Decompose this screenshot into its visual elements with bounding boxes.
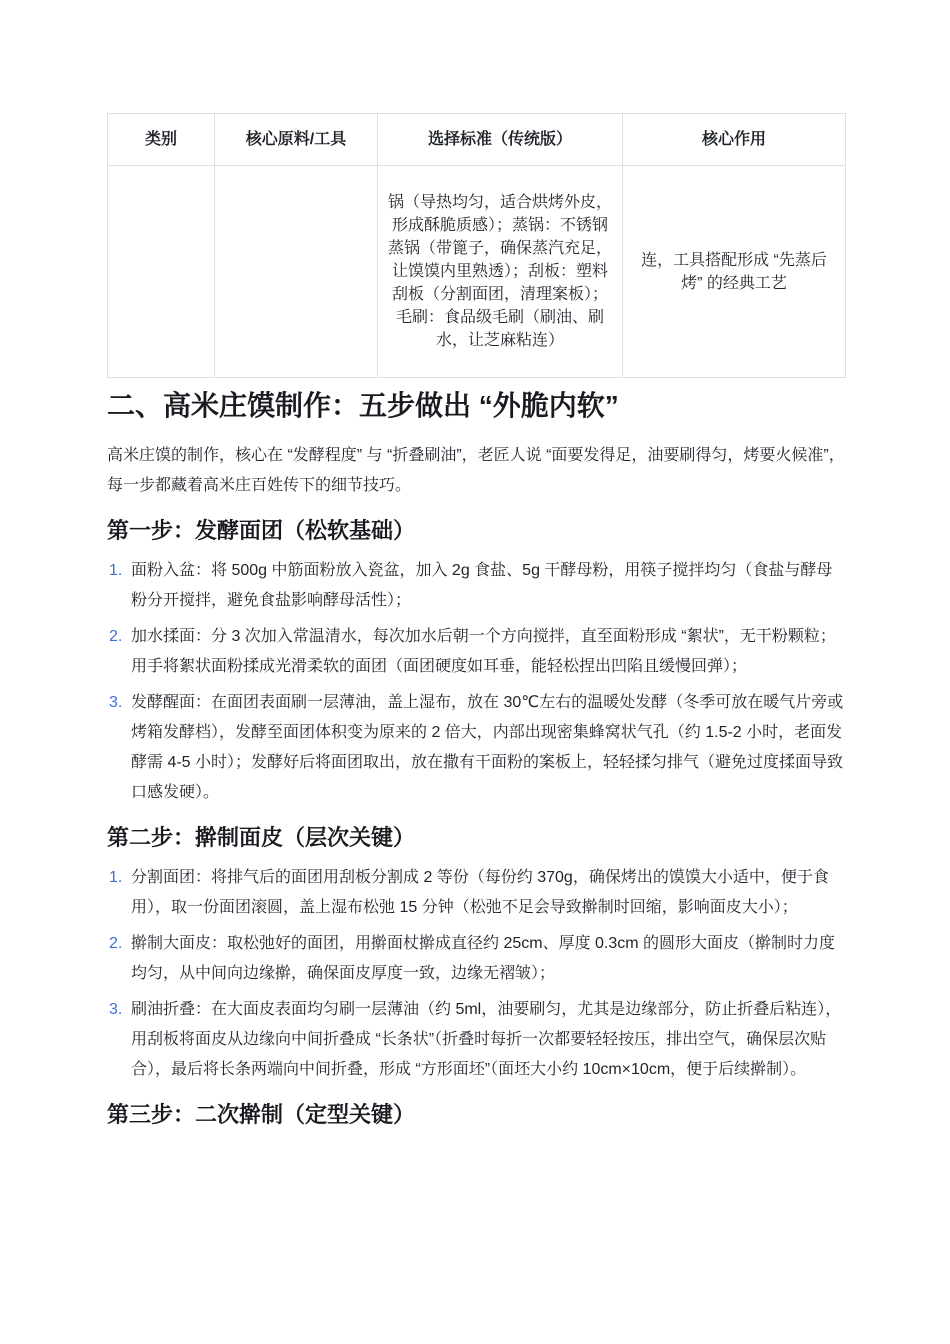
list-item-number: 1. — [109, 562, 123, 579]
table-cell-category — [108, 166, 215, 378]
step1-list — [107, 556, 845, 808]
list-item-number: 3. — [109, 694, 123, 711]
list-item-number: 3. — [109, 1001, 123, 1018]
table-header-role: 核心作用 — [623, 114, 846, 166]
list-item-text: 刷油折叠：在大面皮表面均匀刷一层薄油（约 5ml，油要刷匀，尤其是边缘部分，防止折叠后粘连），用刮板将面皮从边缘向中间折叠成 “长条状”（折叠时每折一次都要轻轻按压，排出空气，确保层次贴合），最后将长条两端向中间折叠，形成 “方形面坯”（面坯大小约 10cm×10cm，便于后续擀制）。 — [131, 1001, 842, 1078]
intro-paragraph: 高米庄馍的制作，核心在 “发酵程度” 与 “折叠刷油”，老匠人说 “面要发得足，油要刷得匀，烤要火候准”，每一步都藏着高米庄百姓传下的细节技巧。 — [107, 447, 845, 494]
list-item-number: 2. — [109, 935, 123, 952]
table-header-category: 类别 — [108, 114, 215, 166]
tools-table — [107, 113, 846, 378]
table-row — [108, 166, 846, 378]
list-item-number: 1. — [109, 869, 123, 886]
table-header-criteria: 选择标准（传统版） — [378, 114, 623, 166]
list-item-text: 发酵醒面：在面团表面刷一层薄油，盖上湿布，放在 30℃左右的温暖处发酵（冬季可放在暖气片旁或烤箱发酵档），发酵至面团体积变为原来的 2 倍大，内部出现密集蜂窝状气孔（约 1.5-2 小时，老面发酵需 4-5 小时）；发酵好后将面团取出，放在撒有干面粉的案板上，轻轻揉匀排气（避免过度揉面导致口感发硬）。 — [131, 694, 844, 801]
list-item-text: 面粉入盆：将 500g 中筋面粉放入瓷盆，加入 2g 食盐、5g 干酵母粉，用筷子搅拌均匀（食盐与酵母粉分开搅拌，避免食盐影响酵母活性）； — [131, 562, 833, 609]
table-cell-criteria: 锅（导热均匀，适合烘烤外皮，形成酥脆质感）；蒸锅：不锈钢蒸锅（带篦子，确保蒸汽充足，让馍馍内里熟透）；刮板：塑料刮板（分割面团，清理案板）；毛刷：食品级毛刷（刷油、刷水，让芝麻粘连） — [378, 166, 623, 378]
list-item-text: 分割面团：将排气后的面团用刮板分割成 2 等份（每份约 370g，确保烤出的馍馍大小适中，便于食用），取一份面团滚圆，盖上湿布松弛 15 分钟（松弛不足会导致擀制时回缩，影响面皮大小）； — [131, 869, 829, 916]
step3-heading: 第三步：二次擀制（定型关键） — [107, 1102, 416, 1127]
table-header-material-tool: 核心原料/工具 — [215, 114, 378, 166]
step1-heading: 第一步：发酵面团（松软基础） — [107, 518, 416, 543]
list-item-number: 2. — [109, 628, 123, 645]
list-item — [107, 929, 845, 989]
list-item — [107, 863, 845, 923]
list-item — [107, 688, 845, 808]
section-heading: 二、高米庄馍制作：五步做出 “外脆内软” — [107, 390, 619, 421]
table-header-row — [108, 114, 846, 166]
table-cell-material-tool — [215, 166, 378, 378]
list-item — [107, 995, 845, 1085]
list-item — [107, 622, 845, 682]
list-item-text: 加水揉面：分 3 次加入常温清水，每次加水后朝一个方向搅拌，直至面粉形成 “絮状”，无干粉颗粒；用手将絮状面粉揉成光滑柔软的面团（面团硬度如耳垂，能轻松捏出凹陷且缓慢回弹）； — [131, 628, 836, 675]
list-item-text: 擀制大面皮：取松弛好的面团，用擀面杖擀成直径约 25cm、厚度 0.3cm 的圆形大面皮（擀制时力度均匀，从中间向边缘擀，确保面皮厚度一致，边缘无褶皱）； — [131, 935, 836, 982]
step2-heading: 第二步：擀制面皮（层次关键） — [107, 825, 416, 850]
table-cell-role: 连，工具搭配形成 “先蒸后烤” 的经典工艺 — [623, 166, 846, 378]
list-item — [107, 556, 845, 616]
step2-list — [107, 863, 845, 1085]
